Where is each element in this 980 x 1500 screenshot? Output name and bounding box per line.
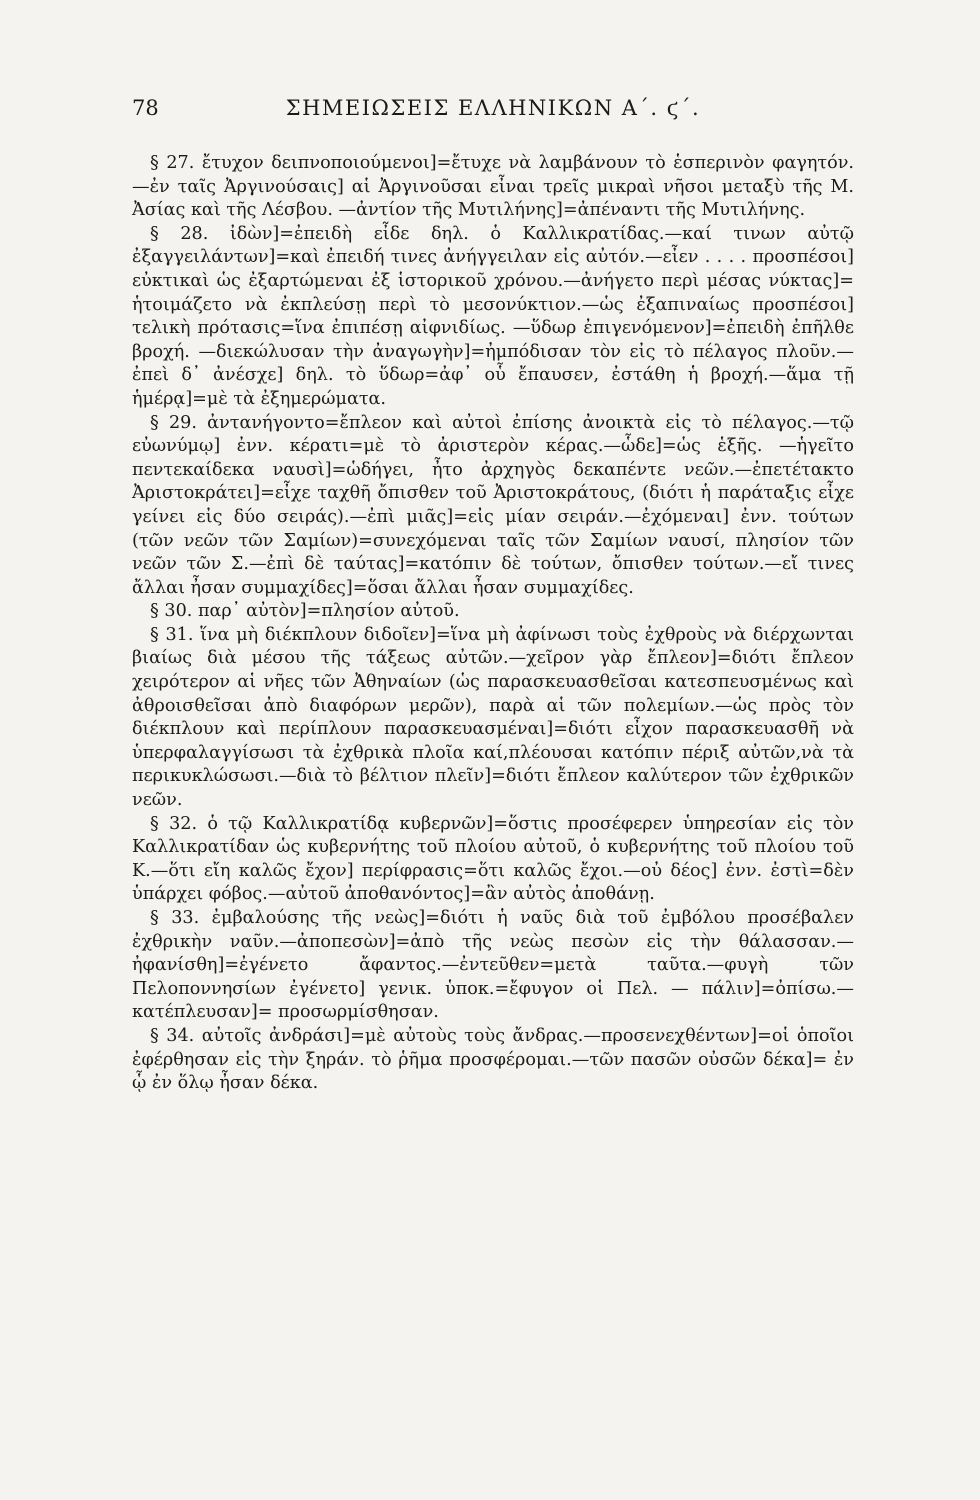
notes-body — [132, 152, 854, 1096]
note-paragraph-27: § 27. ἔτυχον δειπνοποιούμενοι]=ἔτυχε νὰ λαμβάνουν τὸ ἑσπερινὸν φαγητόν.—ἐν ταῖς Ἀργινούσαις] αἱ Ἀργινοῦσαι εἶναι τρεῖς μικραὶ νῆσοι μεταξὺ τῆς Μ. Ἀσίας καὶ τῆς Λέσβου. —ἀντίον τῆς Μυτιλήνης]=ἀπέναντι τῆς Μυτιλήνης. — [132, 153, 854, 221]
note-paragraph-33: § 33. ἐμβαλούσης τῆς νεὼς]=διότι ἡ ναῦς διὰ τοῦ ἐμβόλου προσέβαλεν ἐχθρικὴν ναῦν.—ἀποπεσὼν]=ἀπὸ τῆς νεὼς πεσὼν εἰς τὴν θάλασσαν.—ἠφανίσθη]=ἐγένετο ἄφαντος.—ἐντεῦθεν=μετὰ ταῦτα.—φυγὴ τῶν Πελοποννησίων ἐγένετο] γενικ. ὑποκ.=ἔφυγον οἱ Πελ. — πάλιν]=ὀπίσω.— κατέπλευσαν]= προσωρμίσθησαν. — [132, 908, 854, 1023]
page-number: 78 — [132, 96, 159, 120]
note-paragraph-29: § 29. ἀντανήγοντο=ἔπλεον καὶ αὐτοὶ ἐπίσης ἀνοικτὰ εἰς τὸ πέλαγος.—τῷ εὐωνύμῳ] ἐνν. κέρατι=μὲ τὸ ἀριστερὸν κέρας.—ὧδε]=ὡς ἑξῆς. —ἡγεῖτο πεντεκαίδεκα ναυσὶ]=ὡδήγει, ἦτο ἀρχηγὸς δεκαπέντε νεῶν.—ἐπετέτακτο Ἀριστοκράτει]=εἶχε ταχθῆ ὄπισθεν τοῦ Ἀριστοκράτους, (διότι ἡ παράταξις εἶχε γείνει εἰς δύο σειράς).—ἐπὶ μιᾶς]=εἰς μίαν σειράν.—ἐχόμεναι] ἐνν. τούτων (τῶν νεῶν τῶν Σαμίων)=συνεχόμεναι ταῖς τῶν Σαμίων ναυσί, πλησίον τῶν νεῶν τῶν Σ.—ἐπὶ δὲ ταύτας]=κατόπιν δὲ τούτων, ὄπισθεν τούτων.—εἴ τινες ἄλλαι ἦσαν συμμαχίδες]=ὅσαι ἄλλαι ἦσαν συμμαχίδες. — [132, 412, 854, 598]
page-header — [132, 96, 854, 130]
note-paragraph-32: § 32. ὁ τῷ Καλλικρατίδᾳ κυβερνῶν]=ὅστις προσέφερεν ὑπηρεσίαν εἰς τὸν Καλλικρατίδαν ὡς κυβερνήτης τοῦ πλοίου αὐτοῦ, ὁ κυβερνήτης τοῦ πλοίου τοῦ Κ.—ὅτι εἴη καλῶς ἔχον] περίφρασις=ὅτι καλῶς ἔχοι.—οὐ δέος] ἐνν. ἐστὶ=δὲν ὑπάρχει φόβος.—αὐτοῦ ἀποθανόντος]=ἂν αὐτὸς ἀποθάνῃ. — [132, 813, 854, 905]
running-title: ΣΗΜΕΙΩΣΕΙΣ ΕΛΛΗΝΙΚΩΝ Α΄. ϛ΄. — [285, 96, 701, 120]
note-paragraph-28: § 28. ἰδὼν]=ἐπειδὴ εἶδε δηλ. ὁ Καλλικρατίδας.—καί τινων αὐτῷ ἐξαγγειλάντων]=καὶ ἐπειδή τινες ἀνήγγειλαν εἰς αὐτόν.—εἶεν . . . . προσπέσοι] εὐκτικαὶ ὡς ἐξαρτώμεναι ἐξ ἱστορικοῦ χρόνου.—ἀνήγετο περὶ μέσας νύκτας]= ἡτοιμάζετο νὰ ἐκπλεύσῃ περὶ τὸ μεσονύκτιον.—ὡς ἐξαπιναίως προσπέσοι] τελικὴ πρότασις=ἵνα ἐπιπέσῃ αἰφνιδίως. —ὕδωρ ἐπιγενόμενον]=ἐπειδὴ ἐπῆλθε βροχή. —διεκώλυσαν τὴν ἀναγωγὴν]=ἠμπόδισαν τὸν εἰς τὸ πέλαγος πλοῦν.—ἐπεὶ δ᾽ ἀνέσχε] δηλ. τὸ ὕδωρ=ἀφ᾽ οὗ ἔπαυσεν, ἐστάθη ἡ βροχή.—ἅμα τῇ ἡμέρᾳ]=μὲ τὰ ἐξημερώματα. — [132, 223, 854, 409]
note-paragraph-30: § 30. παρ᾽ αὐτὸν]=πλησίον αὐτοῦ. — [150, 601, 460, 622]
note-paragraph-31: § 31. ἵνα μὴ διέκπλουν διδοῖεν]=ἵνα μὴ ἀφίνωσι τοὺς ἐχθροὺς νὰ διέρχωνται βιαίως διὰ μέσου τῆς τάξεως αὐτῶν.—χεῖρον γὰρ ἔπλεον]=διότι ἔπλεον χειρότερον αἱ νῆες τῶν Ἀθηναίων (ὡς παρασκευασθεῖσαι κατεσπευσμένως καὶ ἀθροισθεῖσαι ἀπὸ διαφόρων μερῶν), παρὰ αἱ τῶν πολεμίων.—ὡς πρὸς τὸν διέκπλουν καὶ περίπλουν παρασκευασμέναι]=διότι εἶχον παρασκευασθῆ νὰ ὑπερφαλαγγίσωσι τὰ ἐχθρικὰ πλοῖα καί,πλέουσαι κατόπιν πέριξ αὐτῶν,νὰ τὰ περικυκλώσωσι.—διὰ τὸ βέλτιον πλεῖν]=διότι ἔπλεον καλύτερον τῶν ἐχθρικῶν νεῶν. — [132, 624, 854, 811]
note-paragraph-34: § 34. αὐτοῖς ἀνδράσι]=μὲ αὐτοὺς τοὺς ἄνδρας.—προσενεχθέντων]=οἱ ὁποῖοι ἐφέρθησαν εἰς τὴν ξηράν. τὸ ῥῆμα προσφέρομαι.—τῶν πασῶν οὐσῶν δέκα]= ἐν ᾧ ἐν ὅλῳ ἦσαν δέκα. — [132, 1025, 854, 1094]
